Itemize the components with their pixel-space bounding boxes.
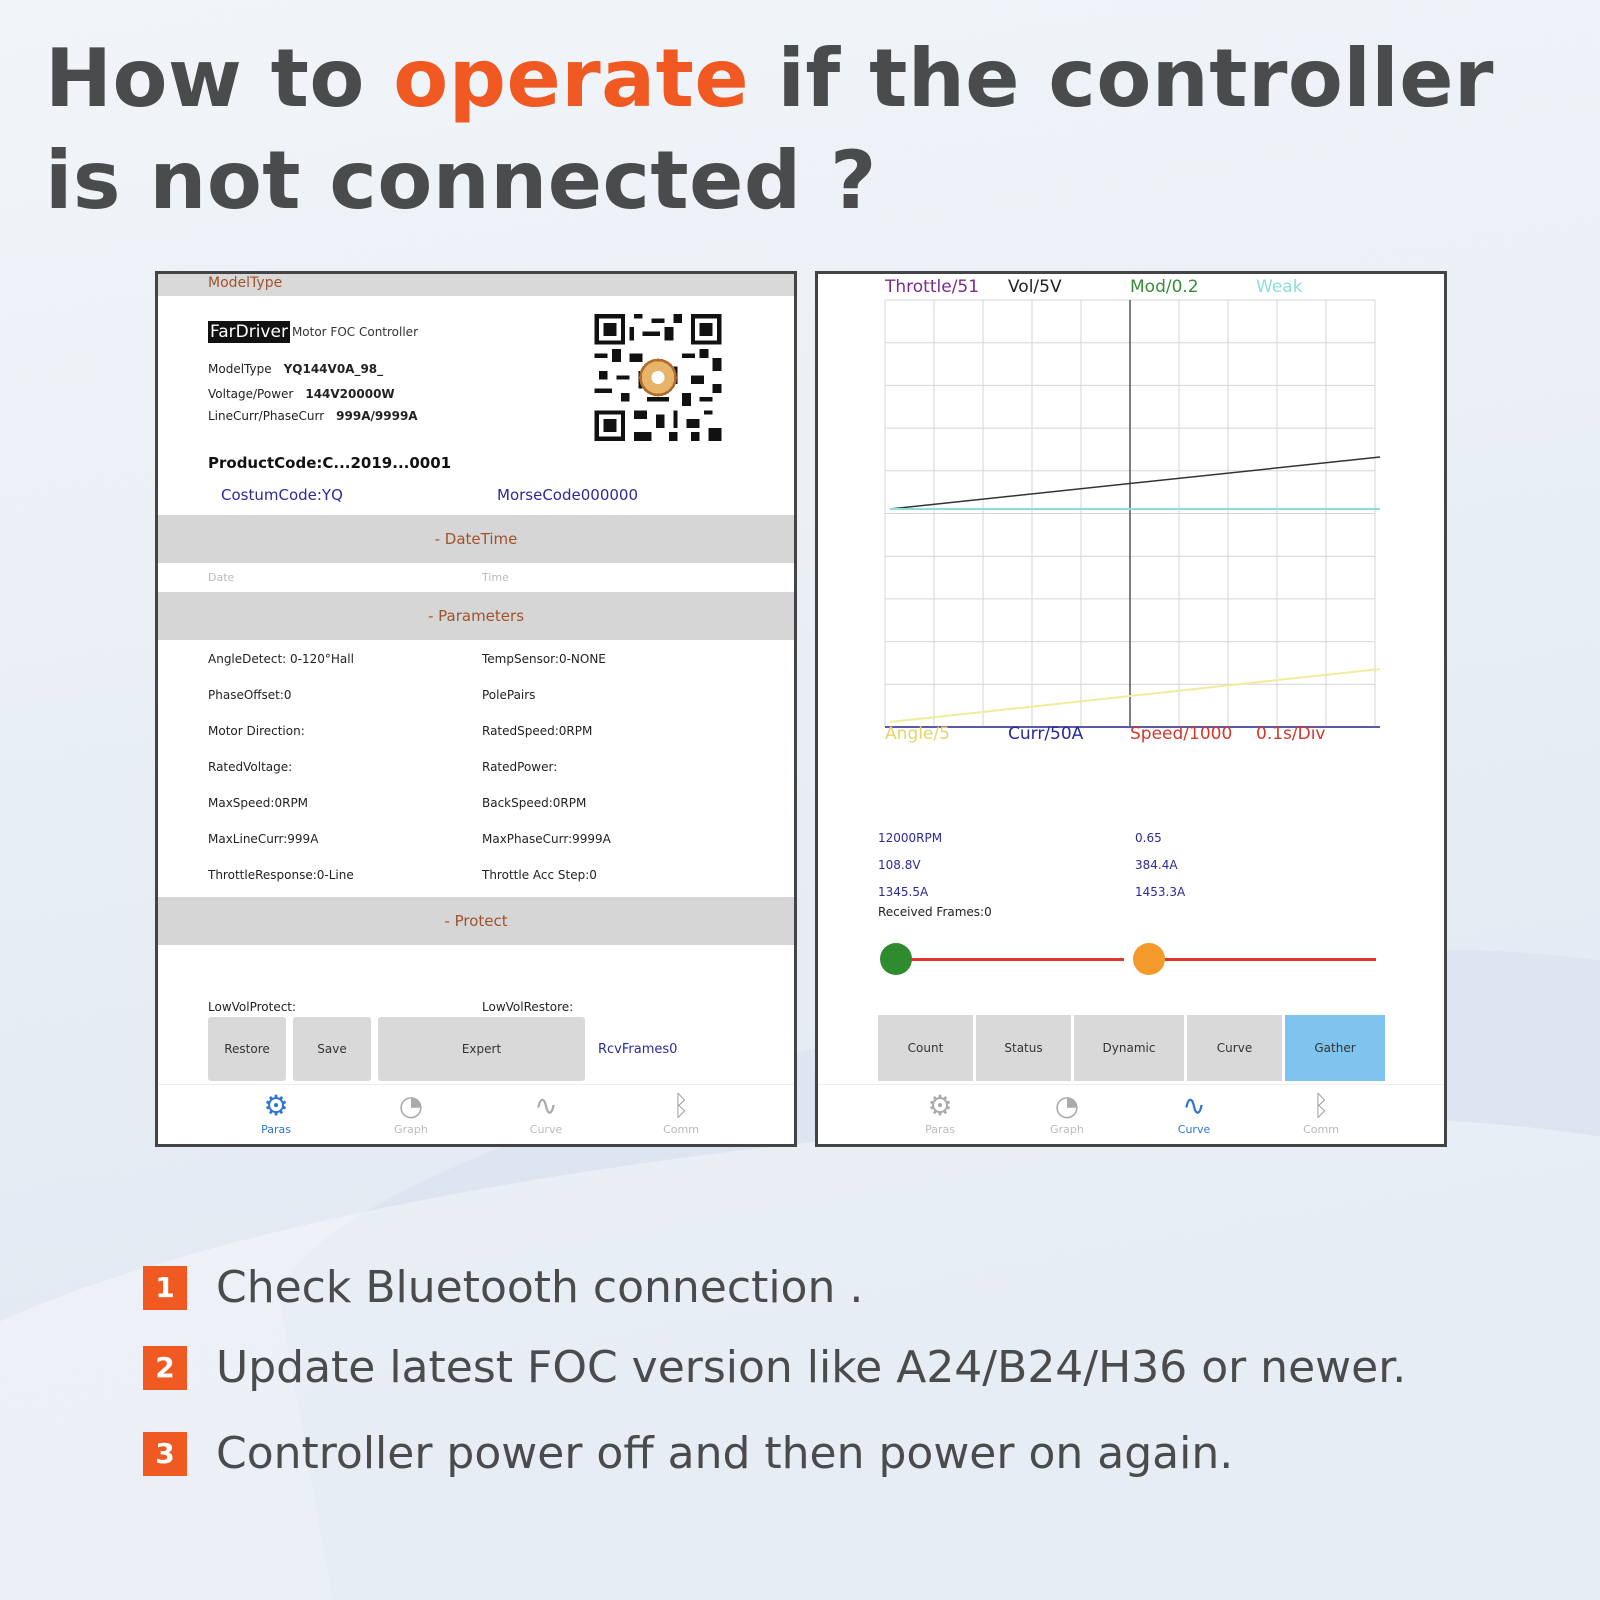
costum-code: CostumCode:YQ <box>221 486 343 504</box>
tab-label: Curve <box>1177 1123 1211 1136</box>
section-datetime[interactable]: - DateTime <box>158 515 794 563</box>
legend-vol: Vol/5V <box>1008 277 1062 297</box>
low-vol-restore: LowVolRestore: <box>482 1000 574 1014</box>
tab-label: Graph <box>394 1123 428 1136</box>
tab-label: Comm <box>663 1123 699 1136</box>
gear-icon: ⚙ <box>263 1089 289 1122</box>
tab-label: Graph <box>1050 1123 1084 1136</box>
time-label: Time <box>482 571 509 584</box>
param-right: Throttle Acc Step:0 <box>482 868 597 882</box>
param-right: PolePairs <box>482 688 536 702</box>
tab-label: Curve <box>529 1123 563 1136</box>
legend-throttle: Throttle/51 <box>885 277 980 297</box>
info-label: Voltage/Power <box>208 387 294 401</box>
brand-subtitle: Motor FOC Controller <box>291 325 418 339</box>
tab-paras[interactable] <box>900 1089 980 1136</box>
count-button[interactable]: Count <box>878 1015 973 1081</box>
tab-paras[interactable] <box>236 1089 316 1136</box>
status-button[interactable]: Status <box>976 1015 1071 1081</box>
param-left: Motor Direction: <box>208 724 305 738</box>
tab-comm[interactable] <box>641 1089 721 1136</box>
expert-button[interactable]: Expert <box>378 1017 585 1081</box>
tab-comm[interactable] <box>1281 1089 1361 1136</box>
tab-graph[interactable] <box>1027 1089 1107 1136</box>
info-voltage-power <box>208 387 395 401</box>
headline-accent: operate <box>393 32 750 125</box>
legend-angle: Angle/5 <box>885 724 950 744</box>
received-frames: Received Frames:0 <box>878 905 992 919</box>
model-type-header <box>158 274 794 296</box>
date-label: Date <box>208 571 235 584</box>
info-label: LineCurr/PhaseCurr <box>208 409 325 423</box>
section-parameters[interactable]: - Parameters <box>158 592 794 640</box>
stat-value: 1453.3A <box>1135 885 1186 899</box>
slider-track <box>896 958 1124 961</box>
stat-value: 0.65 <box>1135 831 1162 845</box>
param-right: BackSpeed:0RPM <box>482 796 587 810</box>
legend-curr: Curr/50A <box>1008 724 1084 744</box>
bluetooth-icon: ᛒ <box>672 1089 690 1122</box>
headline-part2: if the controller is not connected ? <box>45 32 1494 227</box>
step-number-badge: 2 <box>143 1346 187 1390</box>
step-text: Controller power off and then power on again. <box>216 1428 1234 1479</box>
brand-logo: FarDriver <box>210 322 288 342</box>
param-right: RatedSpeed:0RPM <box>482 724 593 738</box>
angle-trace <box>890 669 1380 722</box>
voltage-trace <box>890 457 1380 509</box>
tab-label: Paras <box>925 1123 955 1136</box>
slider-track <box>1144 958 1376 961</box>
stat-voltage: 108.8V <box>878 858 921 872</box>
step-item <box>143 1262 863 1313</box>
model-type-header-label: ModelType <box>208 275 283 291</box>
gather-button[interactable]: Gather <box>1285 1015 1385 1081</box>
param-left: AngleDetect: 0-120°Hall <box>208 652 354 666</box>
step-item <box>143 1428 1233 1479</box>
low-vol-protect: LowVolProtect: <box>208 1000 297 1014</box>
stat-rpm: 12000RPM <box>878 831 943 845</box>
bluetooth-icon: ᛒ <box>1312 1089 1330 1122</box>
curve-screenshot <box>815 271 1447 1147</box>
page-headline <box>45 28 1585 232</box>
tab-label: Comm <box>1303 1123 1339 1136</box>
tab-curve[interactable] <box>1154 1089 1234 1136</box>
param-right: TempSensor:0-NONE <box>482 652 606 666</box>
param-right: MaxPhaseCurr:9999A <box>482 832 611 846</box>
tab-curve[interactable] <box>506 1089 586 1136</box>
headline-part1: How to <box>45 32 394 125</box>
stat-current: 1345.5A <box>878 885 929 899</box>
slider-knob-left[interactable] <box>880 943 912 975</box>
step-number-badge: 1 <box>143 1266 187 1310</box>
legend-speed: Speed/1000 <box>1130 724 1233 744</box>
rcv-frames: RcvFrames0 <box>598 1042 678 1057</box>
param-left: ThrottleResponse:0-Line <box>208 868 354 882</box>
legend-timebase: 0.1s/Div <box>1256 724 1326 744</box>
slider-knob-right[interactable] <box>1133 943 1165 975</box>
restore-button[interactable]: Restore <box>208 1017 286 1081</box>
info-value: 144V20000W <box>305 387 395 401</box>
stat-value: 384.4A <box>1135 858 1178 872</box>
tab-bar <box>818 1084 1444 1146</box>
paras-screenshot <box>155 271 797 1147</box>
save-button[interactable]: Save <box>293 1017 371 1081</box>
info-value: YQ144V0A_98_ <box>283 362 384 376</box>
gauge-icon: ◔ <box>398 1089 424 1122</box>
param-right: RatedPower: <box>482 760 558 774</box>
wave-icon: ∿ <box>1182 1089 1206 1122</box>
param-left: MaxLineCurr:999A <box>208 832 319 846</box>
dynamic-button[interactable]: Dynamic <box>1074 1015 1184 1081</box>
info-label: ModelType <box>208 362 272 376</box>
param-left: RatedVoltage: <box>208 760 293 774</box>
step-item <box>143 1342 1406 1393</box>
curve-plot <box>818 274 1447 734</box>
section-protect[interactable]: - Protect <box>158 897 794 945</box>
info-model-type <box>208 362 383 376</box>
gauge-icon: ◔ <box>1054 1089 1080 1122</box>
info-line-phase-curr <box>208 409 418 423</box>
param-left: PhaseOffset:0 <box>208 688 292 702</box>
morse-code: MorseCode000000 <box>497 486 638 504</box>
qr-code <box>586 314 730 441</box>
param-left: MaxSpeed:0RPM <box>208 796 309 810</box>
tab-bar <box>158 1084 794 1146</box>
tab-label: Paras <box>261 1123 291 1136</box>
legend-mod: Mod/0.2 <box>1130 277 1199 297</box>
tab-graph[interactable] <box>371 1089 451 1136</box>
wave-icon: ∿ <box>534 1089 558 1122</box>
step-text: Check Bluetooth connection . <box>216 1262 864 1313</box>
gear-icon: ⚙ <box>927 1089 953 1122</box>
info-value: 999A/9999A <box>336 409 418 423</box>
product-code: ProductCode:C...2019...0001 <box>208 454 452 472</box>
curve-button[interactable]: Curve <box>1187 1015 1282 1081</box>
step-number-badge: 3 <box>143 1432 187 1476</box>
step-text: Update latest FOC version like A24/B24/H36 or newer. <box>216 1342 1407 1393</box>
legend-weak: Weak <box>1256 277 1303 297</box>
brand-row <box>208 321 418 343</box>
